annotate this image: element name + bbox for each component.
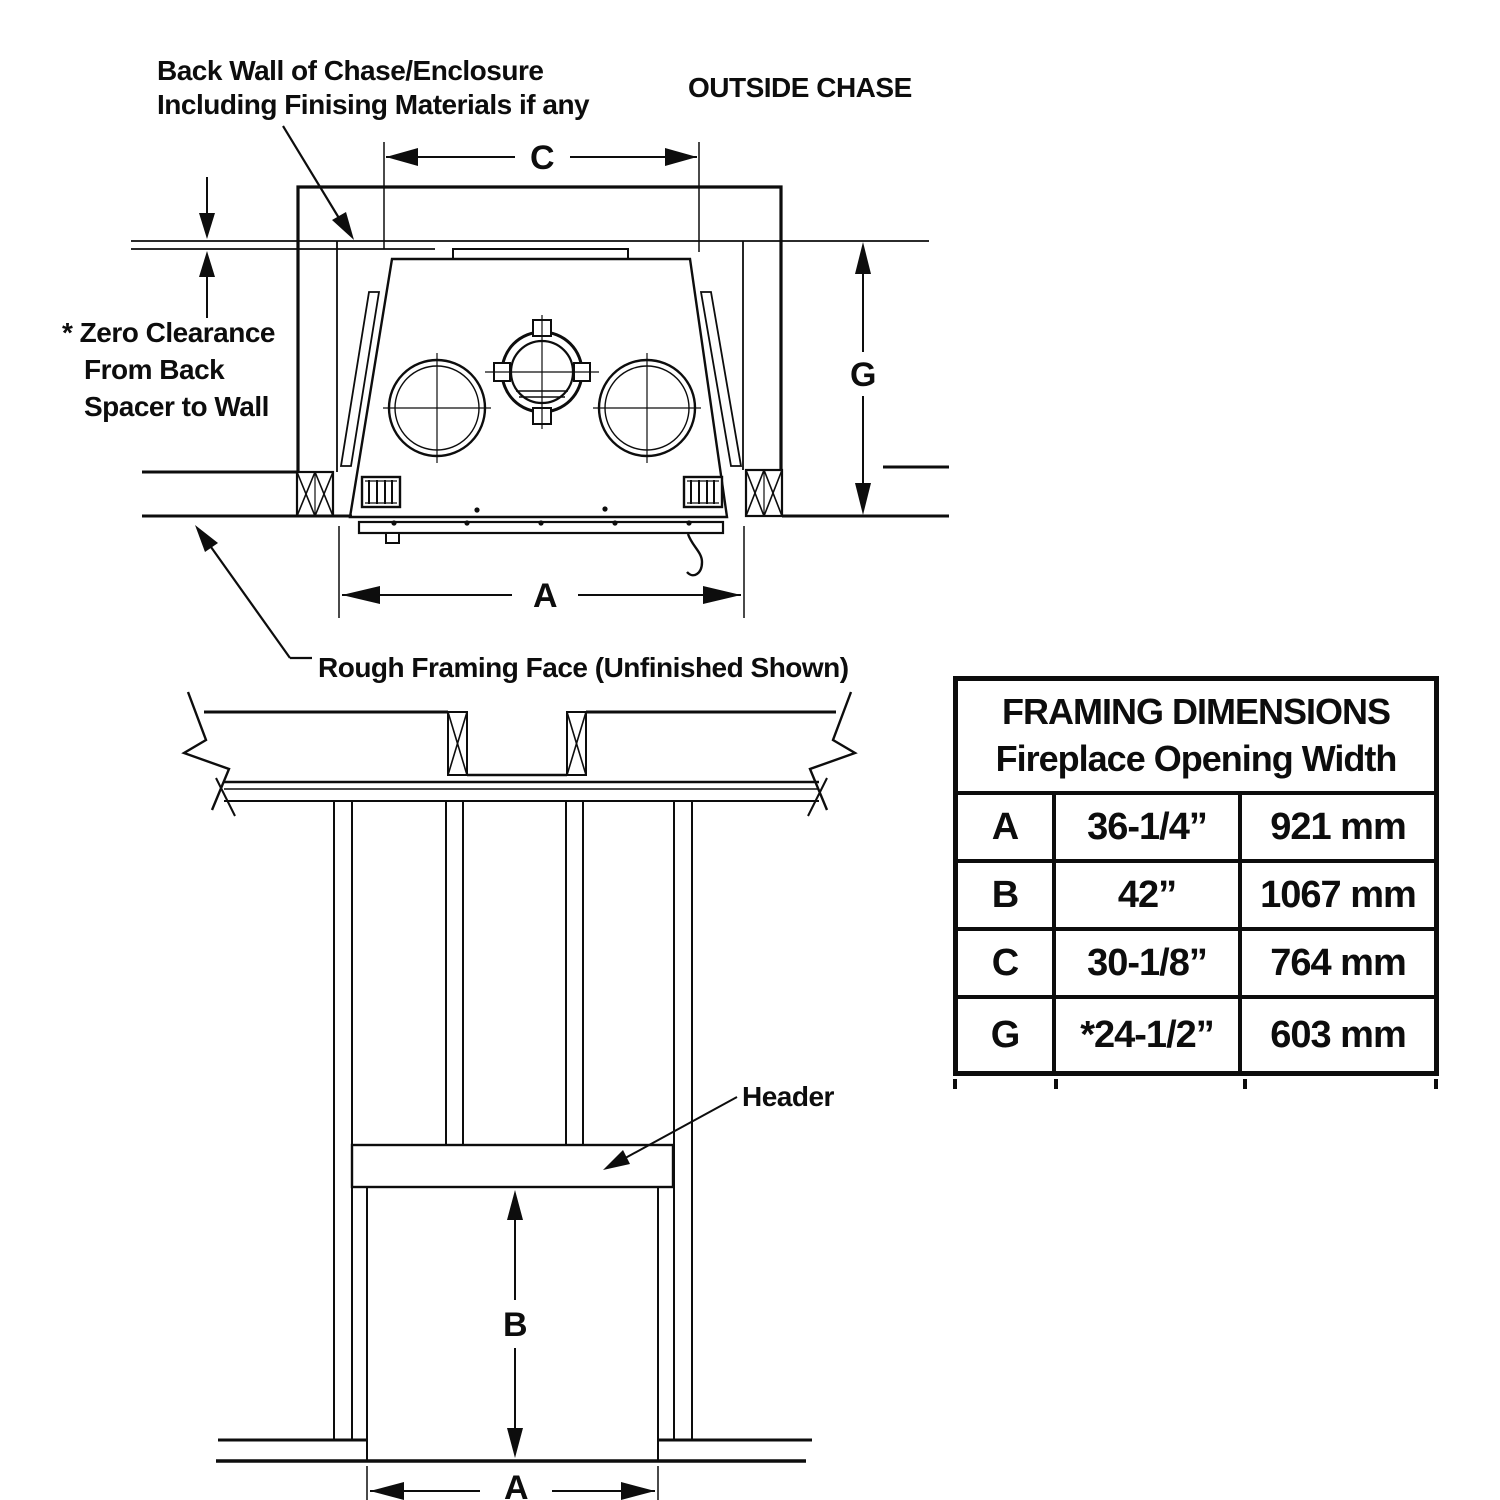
dim-label-a-top: A	[532, 577, 558, 615]
row-mm: 603 mm	[1270, 1013, 1406, 1056]
header-label: Header	[742, 1081, 834, 1112]
back-wall-leader-arrow	[283, 126, 354, 240]
dim-label-c: C	[529, 139, 555, 177]
table-row	[958, 795, 1434, 863]
outside-chase-label: OUTSIDE CHASE	[688, 72, 912, 103]
rough-framing-label: Rough Framing Face (Unfinished Shown)	[318, 652, 849, 683]
zero-clearance-line1: * Zero Clearance	[62, 317, 275, 348]
row-letter: A	[958, 795, 1056, 859]
back-wall-label-line1: Back Wall of Chase/Enclosure	[157, 55, 544, 86]
rough-framing-leader-arrow	[195, 525, 312, 658]
dim-label-g: G	[850, 356, 876, 394]
table-title-line2: Fireplace Opening Width	[995, 738, 1397, 779]
row-inches: 42”	[1056, 863, 1242, 927]
framing-dimensions-table	[953, 676, 1439, 1076]
back-wall-label-line2: Including Finising Materials if any	[157, 89, 590, 120]
row-inches: 36-1/4”	[1056, 795, 1242, 859]
framing-elevation	[184, 692, 855, 1461]
row-letter: C	[958, 931, 1056, 995]
row-inches: 30-1/8”	[1056, 931, 1242, 995]
table-cutoff-stubs	[955, 1079, 1436, 1089]
zero-clearance-line3: Spacer to Wall	[84, 391, 269, 422]
dim-label-a-bottom: A	[503, 1469, 529, 1500]
table-row	[958, 931, 1434, 999]
table-row	[958, 863, 1434, 931]
row-letter: B	[958, 863, 1056, 927]
row-inches: *24-1/2”	[1056, 999, 1242, 1071]
table-row	[958, 999, 1434, 1071]
dim-label-b: B	[502, 1306, 528, 1344]
fireplace-unit-plan	[341, 249, 741, 575]
row-mm: 921 mm	[1270, 805, 1406, 848]
row-letter: G	[958, 999, 1056, 1071]
table-title	[958, 681, 1434, 795]
zero-clearance-arrows	[199, 177, 215, 318]
row-mm: 764 mm	[1270, 941, 1406, 984]
zero-clearance-line2: From Back	[84, 354, 225, 385]
row-mm: 1067 mm	[1260, 873, 1416, 916]
table-title-line1: FRAMING DIMENSIONS	[1001, 691, 1390, 733]
